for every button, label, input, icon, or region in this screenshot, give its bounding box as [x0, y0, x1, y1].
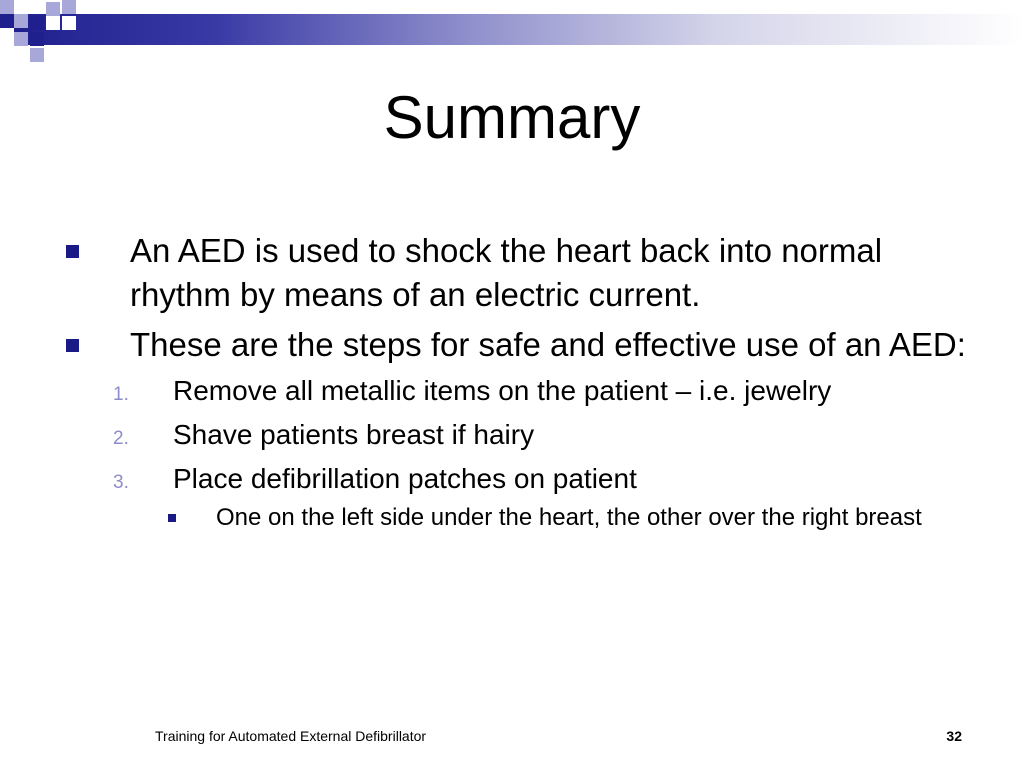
decor-square: [62, 16, 76, 30]
step-text: Place defibrillation patches on patient: [173, 463, 637, 494]
decor-square: [14, 32, 28, 46]
decor-square: [62, 0, 76, 14]
decor-square: [30, 48, 44, 62]
decor-square: [14, 0, 28, 14]
numbered-step: [62, 373, 992, 408]
decor-square: [14, 14, 28, 28]
sub-bullet-text: One on the left side under the heart, the other over the right breast: [216, 504, 922, 531]
bullet-item: [62, 323, 992, 367]
page-number: 32: [946, 728, 962, 744]
bullet-text: These are the steps for safe and effective use of an AED:: [130, 326, 966, 363]
footer-title: Training for Automated External Defibrillator: [155, 728, 427, 744]
decor-square: [0, 14, 14, 28]
step-number: 3.: [113, 472, 129, 493]
step-number: 1.: [113, 384, 129, 405]
step-number: 2.: [113, 428, 129, 449]
square-bullet-icon: [66, 339, 79, 352]
slide-body: [62, 229, 992, 533]
slide-title: Summary: [383, 84, 641, 151]
header-gradient-bar: [14, 14, 1024, 45]
step-text: Shave patients breast if hairy: [173, 419, 535, 450]
numbered-step: [62, 417, 992, 452]
numbered-step: [62, 461, 992, 496]
decor-square: [30, 16, 44, 30]
decor-square: [46, 16, 60, 30]
decor-square: [46, 2, 60, 16]
square-bullet-icon: [66, 245, 79, 258]
decor-square: [0, 0, 14, 14]
step-text: Remove all metallic items on the patient – i.e. jewelry: [173, 375, 832, 406]
sub-bullet-item: [62, 503, 992, 533]
small-square-bullet-icon: [168, 514, 176, 522]
bullet-text: An AED is used to shock the heart back into normal rhythm by means of an electric current.: [130, 232, 883, 313]
decor-square: [30, 32, 44, 46]
bullet-item: [62, 229, 992, 317]
